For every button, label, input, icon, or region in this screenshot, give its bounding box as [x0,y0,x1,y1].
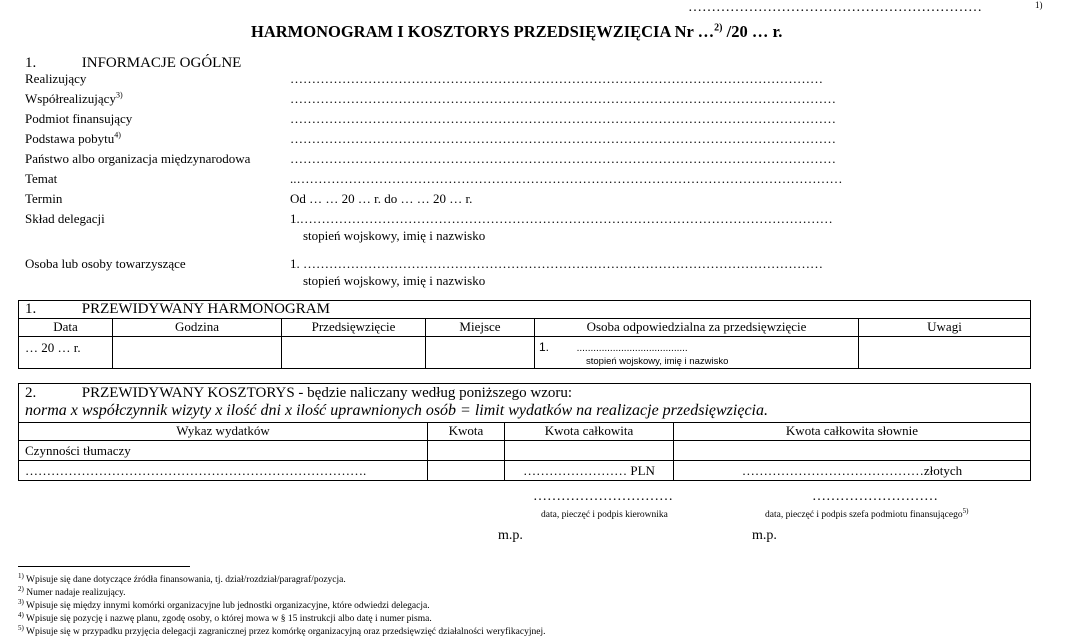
funding-dots: ……………………………………………………… [688,0,982,15]
cell-person[interactable] [535,337,859,369]
stamp-place-right: m.p. [752,528,777,543]
info-label [25,151,250,167]
kosztorys-table [18,383,1031,481]
info-value-field[interactable]: 1.…………………………………………………………………………………………………………… [290,211,833,226]
col-header-person: Osoba odpowiedzialna za przedsięwzięcie [535,319,859,337]
delegation-caption: stopień wojskowy, imię i nazwisko [303,228,486,243]
cell-amount[interactable] [428,441,505,461]
info-value-field[interactable]: ……………………………………………………………………………………………………………… [290,91,836,106]
funding-footnote-ref: 1) [1035,0,1043,10]
info-value-field[interactable]: ……………………………………………………………………………………………………………… [290,151,836,166]
info-label [25,131,121,147]
footnote-text: Numer nadaje realizujący. [23,588,126,598]
cell-expense-item[interactable]: Czynności tłumaczy [19,441,428,461]
col-header-hour: Godzina [113,319,282,337]
table-row [19,337,1031,369]
info-label-text: Podmiot finansujący [25,111,133,126]
footnote-text: Wpisuje się pozycję i nazwę planu, zgodę osoby, o której mowa w § 15 instrukcji albo datę i numer pisma. [23,614,432,624]
title-tail: /20 … r. [722,22,783,41]
col-header-date: Data [19,319,113,337]
cell-total-words[interactable] [674,441,1031,461]
footnote [18,597,430,611]
cell-total-words[interactable]: ……………………………………złotych [674,461,1031,481]
head-caption-footnote-ref: 5) [962,506,969,515]
companions-caption: stopień wojskowy, imię i nazwisko [303,273,486,288]
cell-amount[interactable] [428,461,505,481]
info-label [25,171,57,187]
footnote-divider [18,566,190,567]
info-label [25,256,186,272]
stamp-place-left: m.p. [498,528,523,543]
footnote-text: Wpisuje się w przypadku przyjęcia delegacji zagranicznej przez komórkę organizacyjną oraz przedsięwzięć działalności weryfikacyjnej. [23,627,546,637]
head-signature-field[interactable]: ……………………… [812,489,938,504]
head-caption-text: data, pieczęć i podpis szefa podmiotu finansującego [765,510,963,520]
person-caption: stopień wojskowy, imię i nazwisko [586,356,729,367]
col-header-amount: Kwota [428,423,505,441]
harmonogram-heading [19,301,1031,319]
info-label [25,211,105,227]
info-label [25,111,132,127]
cell-hour[interactable] [113,337,282,369]
cell-total[interactable]: …………………… PLN [505,461,674,481]
manager-signature-caption: data, pieczęć i podpis kierownika [541,510,668,520]
harmonogram-table [18,300,1031,369]
info-value-field[interactable]: ..……………………………………………………………………………………………………………… [290,171,843,186]
info-label-footnote-ref: 4) [114,130,121,140]
col-header-expenses: Wykaz wydatków [19,423,428,441]
cell-event[interactable] [282,337,426,369]
funding-source-field[interactable] [688,0,982,16]
footnote-number: 4) [18,610,24,619]
info-label-text: Osoba lub osoby towarzyszące [25,256,186,271]
info-label-text: Państwo albo organizacja międzynarodowa [25,151,251,166]
kosztorys-number: 2. [25,385,37,401]
table-row [19,441,1031,461]
col-header-place: Miejsce [426,319,535,337]
info-label [25,91,123,107]
section-general-heading [25,55,241,72]
info-label-text: Realizujący [25,71,87,86]
info-label [25,191,62,207]
section-title: INFORMACJE OGÓLNE [81,55,242,71]
info-value-field[interactable]: 1. ………………………………………………………………………………………………………… [290,256,823,271]
info-value-field[interactable]: Od … … 20 … r. do … … 20 … r. [290,191,473,206]
footnote-number: 5) [18,623,24,632]
info-value-field[interactable]: ……………………………………………………………………………………………………………… [290,111,836,126]
info-label-text: Współrealizujący [25,91,116,106]
footnote [18,584,126,598]
info-value-field[interactable]: ……………………………………………………………………………………………………………… [290,131,836,146]
cell-date[interactable] [19,337,113,369]
info-label-text: Skład delegacji [25,211,105,226]
person-dots: ........................................ [576,343,688,354]
harmonogram-title: PRZEWIDYWANY HARMONOGRAM [81,301,330,317]
info-label-text: Temat [25,171,58,186]
cell-remarks[interactable] [859,337,1031,369]
footnote [18,623,546,637]
info-label-footnote-ref: 3) [115,90,123,100]
kosztorys-formula: norma x współczynnik wizyty x ilość dni x ilość uprawnionych osób = limit wydatków na realizacje przedsięwzięcia. [25,402,768,419]
cell-place[interactable] [426,337,535,369]
footnote-text: Wpisuje się między innymi komórki organizacyjne lub jednostki organizacyjne, które odwiedzi delegacja. [23,601,430,611]
footnote-number: 3) [18,597,24,606]
head-signature-caption [765,506,969,520]
table-row [19,461,1031,481]
cell-total[interactable] [505,441,674,461]
section-number: 1. [25,55,37,71]
col-header-total-words: Kwota całkowita słownie [674,423,1031,441]
title-text: HARMONOGRAM I KOSZTORYS PRZEDSIĘWZIĘCIA Nr … [251,22,715,41]
info-value-field[interactable]: …………………………………………………………………………………………………………… [290,71,823,86]
col-header-event: Przedsięwzięcie [282,319,426,337]
footnote-number: 2) [18,584,24,593]
kosztorys-heading [19,384,1031,423]
person-number: 1. [539,340,550,354]
footnote-number: 1) [18,571,24,580]
footnote [18,610,432,624]
date-value: … 20 … r. [25,340,81,355]
col-header-remarks: Uwagi [859,319,1031,337]
title-footnote-ref: 2) [714,22,723,34]
kosztorys-title: PRZEWIDYWANY KOSZTORYS - będzie naliczany według poniższego wzoru: [81,385,573,401]
footnote [18,571,346,585]
info-label [25,71,86,87]
footnote-text: Wpisuje się dane dotyczące źródła finansowania, tj. dział/rozdział/paragraf/pozycja. [23,575,346,585]
col-header-total: Kwota całkowita [505,423,674,441]
harmonogram-number: 1. [25,301,37,317]
manager-signature-field[interactable]: ………………………… [533,489,673,504]
page-title [251,22,782,42]
info-label-text: Podstawa pobytu [25,131,115,146]
cell-expense-item[interactable]: ……………………………………………………………………. [19,461,428,481]
info-label-text: Termin [25,191,63,206]
